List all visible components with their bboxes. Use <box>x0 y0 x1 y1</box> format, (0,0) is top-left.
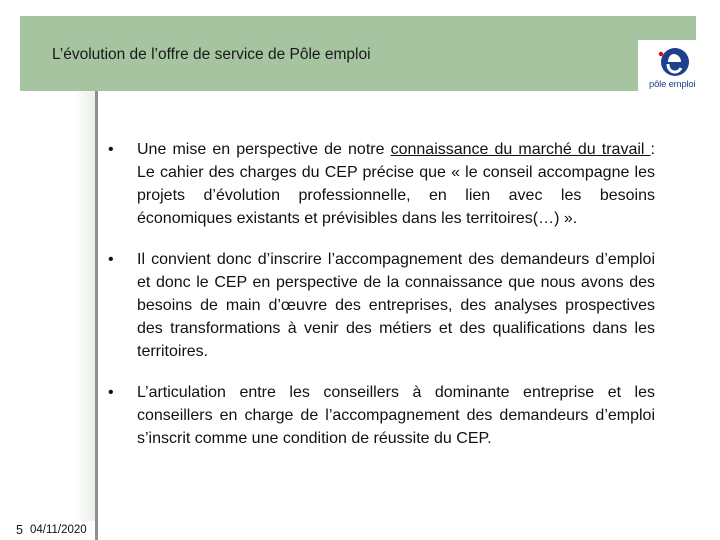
bullet-icon: • <box>108 141 114 158</box>
slide-date: 04/11/2020 <box>30 524 87 536</box>
bullet-text-underlined: connaissance du marché du travail <box>390 141 651 158</box>
bullet-item <box>108 248 655 363</box>
bullet-text: L’articulation entre les conseillers à dominante entreprise et les conseillers en charge de l’accompagnement des demandeurs d’emploi s’inscrit comme une condition de réussite du CEP. <box>137 384 655 447</box>
bullet-text: Il convient donc d’inscrire l’accompagnement des demandeurs d’emploi et donc le CEP en perspective de la connaissance que nous avons des besoins de main d’œuvre des entreprises, des analyses prospectives des transformations à venir des métiers et des qualifications dans les territoires. <box>137 251 655 360</box>
logo-text: pôle emploi <box>649 79 696 90</box>
bullet-icon: • <box>108 251 114 268</box>
vertical-rule <box>95 91 98 540</box>
page-number: 5 <box>16 523 23 537</box>
slide-content <box>108 138 655 468</box>
bullet-text-suffix: : Le cahier des charges du CEP précise que « le conseil accompagne les projets d’évolution professionnelle, en lien avec les besoins économiques existants et prévisibles dans les territoires(…) ». <box>137 141 655 227</box>
bullet-text <box>137 138 655 230</box>
bullet-icon: • <box>108 384 114 401</box>
bullet-item <box>108 138 655 230</box>
slide-title: L’évolution de l’offre de service de Pôle emploi <box>52 46 371 63</box>
bullet-item <box>108 381 655 450</box>
bullet-text-prefix: Une mise en perspective de notre <box>137 141 391 158</box>
left-stripe <box>20 91 96 521</box>
